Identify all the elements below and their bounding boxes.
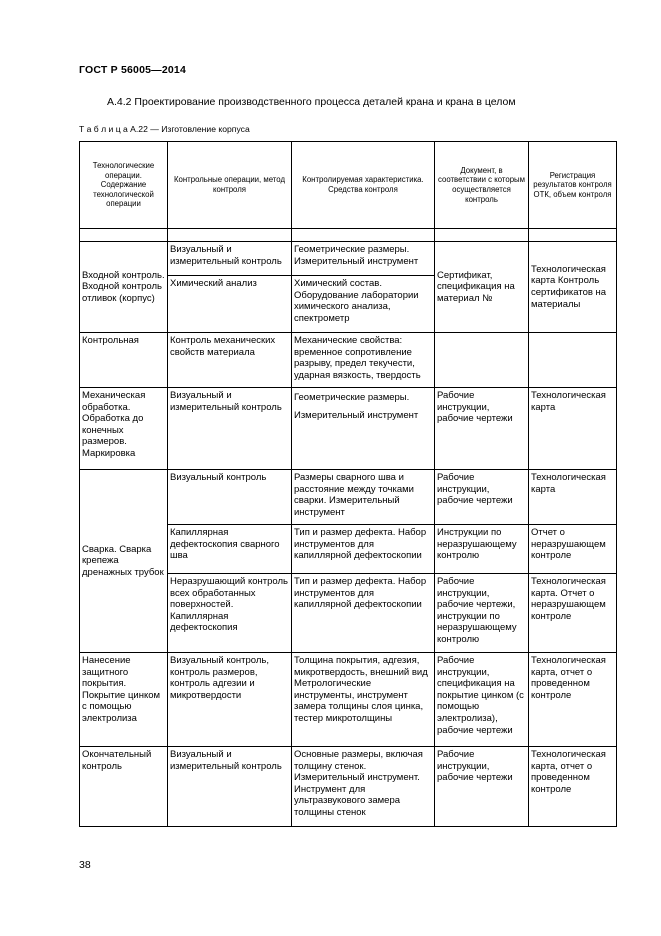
cell-document — [435, 333, 529, 388]
cell-control: Контроль механических свойств материала — [168, 333, 292, 388]
cell-document: Инструкции по неразрушающему контролю — [435, 525, 529, 574]
col-header-document: Документ, в соответствии с которым осуществляется контроль — [435, 142, 529, 229]
cell-control: Визуальный и измерительный контроль — [168, 388, 292, 470]
cell-control: Визуальный и измерительный контроль — [168, 242, 292, 276]
col-header-control-operations: Контрольные операции, метод контроля — [168, 142, 292, 229]
cell-document: Рабочие инструкции, рабочие чертежи — [435, 747, 529, 827]
cell-registration: Технологическая карта — [529, 470, 617, 525]
table-header-row — [80, 142, 617, 229]
cell-document: Рабочие инструкции, рабочие чертежи, инструкции по неразрушающему контролю — [435, 574, 529, 653]
cell-operation: Механическая обработка. Обработка до конечных размеров. Маркировка — [80, 388, 168, 470]
cell-registration — [529, 333, 617, 388]
cell-operation: Нанесение защитного покрытия. Покрытие цинком с помощью электролиза — [80, 653, 168, 747]
cell-control: Визуальный контроль — [168, 470, 292, 525]
col-header-operations: Технологические операции. Содержание технологической операции — [80, 142, 168, 229]
cell-characteristic: Размеры сварного шва и расстояние между точками сварки. Измерительный инструмент — [292, 470, 435, 525]
cell-characteristic: Тип и размер дефекта. Набор инструментов для капиллярной дефектоскопии — [292, 525, 435, 574]
cell-document: Рабочие инструкции, рабочие чертежи — [435, 388, 529, 470]
col-header-characteristic: Контролируемая характеристика. Средства контроля — [292, 142, 435, 229]
cell-document: Рабочие инструкции, рабочие чертежи — [435, 470, 529, 525]
cell-characteristic — [292, 388, 435, 470]
cell-characteristic: Химический состав. Оборудование лаборатории химического анализа, спектрометр — [292, 276, 435, 333]
cell-characteristic: Толщина покрытия, адгезия, микротвердость, внешний вид Метрологические инструменты, инструмент замера толщины слоя цинка, тестер микротолщины — [292, 653, 435, 747]
cell-document: Рабочие инструкции, спецификация на покрытие цинком (с помощью электролиза), рабочие чертежи — [435, 653, 529, 747]
cell-characteristic: Тип и размер дефекта. Набор инструментов для капиллярной дефектоскопии — [292, 574, 435, 653]
cell-registration: Технологическая карта, отчет о проведенном контроле — [529, 747, 617, 827]
cell-control: Неразрушающий контроль всех обработанных поверхностей. Капиллярная дефектоскопия — [168, 574, 292, 653]
cell-characteristic: Геометрические размеры. Измерительный инструмент — [292, 242, 435, 276]
cell-characteristic: Основные размеры, включая толщину стенок. Измерительный инструмент. Инструмент для ультразвукового замера толщины стенок — [292, 747, 435, 827]
section-heading: А.4.2 Проектирование производственного процесса деталей крана и крана в целом — [107, 96, 516, 108]
cell-control: Капиллярная дефектоскопия сварного шва — [168, 525, 292, 574]
cell-document: Сертификат, спецификация на материал № — [435, 242, 529, 333]
cell-operation: Входной контроль. Входной контроль отливок (корпус) — [80, 242, 168, 333]
cell-registration: Технологическая карта — [529, 388, 617, 470]
manufacturing-control-table — [79, 141, 617, 827]
cell-registration: Отчет о неразрушающем контроле — [529, 525, 617, 574]
cell-control: Визуальный и измерительный контроль — [168, 747, 292, 827]
document-code: ГОСТ Р 56005—2014 — [79, 64, 187, 76]
table-spacer-row — [80, 229, 617, 242]
cell-control: Химический анализ — [168, 276, 292, 333]
table-row — [80, 333, 617, 388]
cell-operation: Контрольная — [80, 333, 168, 388]
characteristic-line: Измерительный инструмент — [294, 409, 419, 421]
cell-operation: Сварка. Сварка крепежа дренажных трубок — [80, 470, 168, 653]
table-caption: Т а б л и ц а А.22 — Изготовление корпуса — [79, 124, 250, 134]
cell-operation: Окончательный контроль — [80, 747, 168, 827]
table-row — [80, 242, 617, 276]
cell-control: Визуальный контроль, контроль размеров, контроль адгезии и микротвердости — [168, 653, 292, 747]
cell-registration: Технологическая карта Контроль сертификатов на материалы — [529, 242, 617, 333]
cell-registration: Технологическая карта. Отчет о неразрушающем контроле — [529, 574, 617, 653]
characteristic-line: Геометрические размеры. — [294, 392, 410, 403]
col-header-registration: Регистрация результатов контроля ОТК, объем контроля — [529, 142, 617, 229]
table-row — [80, 470, 617, 525]
page-number: 38 — [79, 859, 91, 871]
table-row — [80, 388, 617, 470]
table-row — [80, 653, 617, 747]
cell-registration: Технологическая карта, отчет о проведенном контроле — [529, 653, 617, 747]
cell-characteristic: Механические свойства: временное сопротивление разрыву, предел текучести, ударная вязкость, твердость — [292, 333, 435, 388]
table-row — [80, 747, 617, 827]
